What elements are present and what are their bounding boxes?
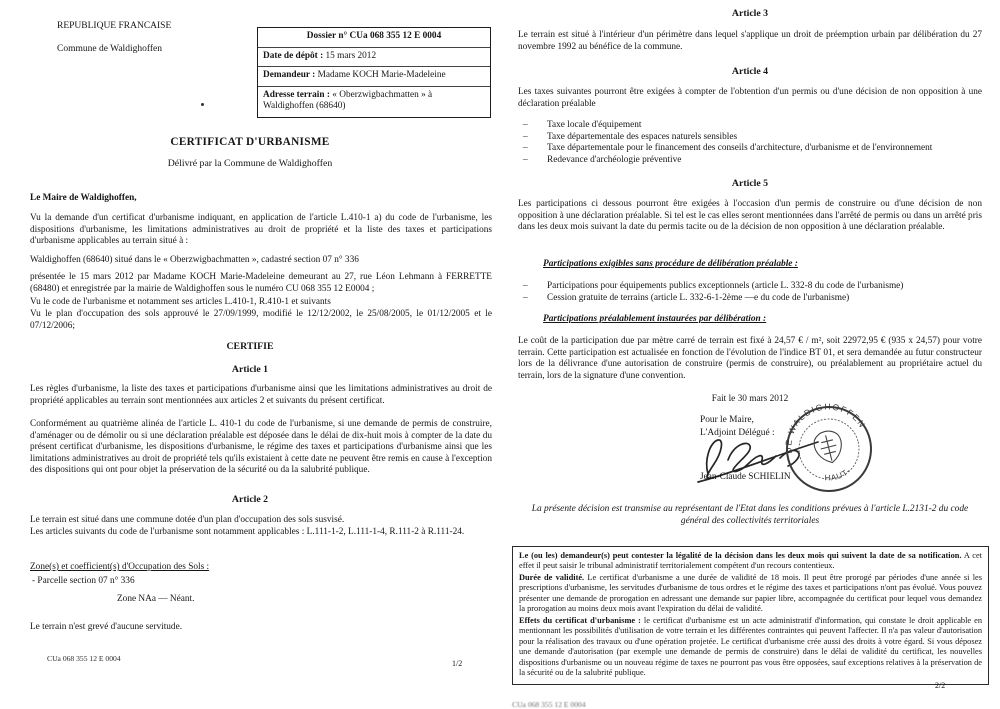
zone-value: Zone NAa — Néant. — [117, 594, 195, 604]
page2-footer-reference: CUa 068 355 12 E 0004 — [512, 700, 586, 709]
demandeur-value: Madame KOCH Marie-Madeleine — [315, 70, 446, 80]
commune-line: Commune de Waldighoffen — [57, 44, 162, 54]
notice-recours-rest: A cet effet il peut saisir le tribunal administratif territorialement compétent d'un recours contentieux. — [519, 551, 982, 571]
article-2-para-2: Les articles suivants du code de l'urbanisme sont notamment applicables : L.111-1-2, L.111-1-4, R.111-2 à R.111-24. — [30, 527, 465, 537]
para-vu-demande: Vu la demande d'un certificat d'urbanisme indiquant, en application de l'article L.410-1 a) du code de l'urbanisme, les dispositions d'urbanisme, les limitations administratives au droit de propriété et la liste des taxes et participations d'urbanisme applicables au terrain situé à : — [30, 213, 492, 247]
article-5-heading: Article 5 — [731, 178, 769, 189]
article-3-para: Le terrain est situé à l'intérieur d'un périmètre dans lequel s'applique un droit de préemption urbain par délibération du 27 novembre 1992 au bénéfice de la commune. — [518, 30, 982, 52]
document-page-2 — [500, 0, 1000, 707]
para-vu-code: Vu le code de l'urbanisme et notamment ses articles L.410-1, R.410-1 et suivants — [30, 297, 331, 307]
para-vu-plan: Vu le plan d'occupation des sols approuvé le 27/09/1999, modifié le 12/12/2002, le 25/08/2005, le 01/12/2005 et le 07/12/2006; — [30, 309, 492, 331]
servitude-note: Le terrain n'est grevé d'aucune servitude. — [30, 622, 183, 632]
participations-exigibles-heading: Participations exigibles sans procédure de délibération préalable : — [543, 259, 798, 269]
svg-text:HAUT- — [822, 465, 854, 485]
list-item-taxe-espaces — [500, 132, 982, 144]
notice-effets-rest: le certificat d'urbanisme est un acte administratif d'information, qui constate le droit applicable en mentionnant les possibilités d'utilisation de votre terrain et les différentes contraintes qui peuvent l'affecter. Il n'a pas valeur d'autorisation pour la réalisation des travaux ou d'une opération projetée. Le certificat d'urbanisme crée aussi des droits à votre égard. Si vous déposez une demande d'autorisation (par exemple une demande de permis de construire) dans le délai de validité du certificat, les nouvelles dispositions d'urbanisme ou un nouveau régime de taxes ne pourront pas vous être opposées, sauf exceptions relatives à la préservation de la sécurité ou de la salubrité publique. — [519, 615, 982, 677]
dossier-number: Dossier n° CUa 068 355 12 E 0004 — [306, 31, 442, 41]
mairie-round-stamp — [783, 403, 875, 495]
list-item-label: Taxe départementale des espaces naturels sensibles — [547, 131, 738, 142]
list-item-taxe-caue — [500, 143, 982, 155]
list-item-participations-equipements — [500, 281, 982, 293]
fait-le-date: Fait le 30 mars 2012 — [711, 394, 789, 404]
article-1-para-2: Conformément au quatrième alinéa de l'article L. 410-1 du code de l'urbanisme, si une demande de permis de construire, d'aménager ou de démolir ou si une déclaration préalable est déposée dans le délai de dix-huit mois à compter de la date du présent certificat d'urbanisme, les dispositions d'urbanisme, le régime des taxes et participations d'urbanisme ainsi que les limitations administratives au droit de propriété tels qu'ils existaient à cette date ne peuvent être remis en cause à l'exception des dispositions qui ont pour objet la préservation de la sécurité ou da la salubrité publique. — [30, 419, 492, 476]
signatory-name: Jean-Claude SCHIELIN — [700, 472, 791, 482]
notice-recours-para — [519, 551, 982, 572]
page1-footer-reference: CUa 068 355 12 E 0004 — [47, 654, 121, 663]
legal-notice-box — [512, 546, 989, 685]
date-depot-value: 15 mars 2012 — [323, 50, 377, 61]
stamp-bottom-text: HAUT- — [824, 465, 853, 483]
taxes-list — [500, 120, 982, 166]
page2-footer-page-number: 2/2 — [935, 681, 946, 690]
dash-bullet: – — [523, 143, 528, 154]
article-4-para: Les taxes suivantes pourront être exigées à compter de l'obtention d'un permis ou d'une décision de non opposition à une déclaration préalable — [518, 87, 982, 109]
article-1-heading: Article 1 — [231, 364, 269, 375]
notice-effets-bold: Effets du certificat d'urbanisme : — [519, 615, 641, 625]
page1-footer-page-number: 1/2 — [452, 659, 463, 668]
document-title: CERTIFICAT D'URBANISME — [170, 136, 330, 148]
transmission-note: La présente décision est transmise au représentant de l'Etat dans les conditions prévues à l'article L.2131-2 du code général des collectivités territoriales — [531, 504, 969, 526]
dash-bullet: – — [523, 154, 528, 165]
dossier-date-row — [258, 47, 490, 67]
certifie-heading: CERTIFIE — [226, 341, 274, 352]
notice-duree-rest: Le certificat d'urbanisme a une durée de validité de 18 mois. Il peut être prorogé par périodes d'une année si les prescriptions d'urbanisme, les servitudes d'urbanisme de tous ordres et le régime des taxes et participations n'ont pas évolué. Vous pouvez présenter une demande de prorogation en adressant une demande sur papier libre, accompagnée du certificat pour lequel vous demandez la prorogation au moins deux mois avant l'expiration du délai de validité. — [519, 572, 982, 614]
participations-exigibles-list — [500, 281, 982, 304]
article-4-heading: Article 4 — [731, 66, 769, 77]
list-item-redevance — [500, 155, 982, 167]
article-5-para: Les participations ci dessous pourront être exigées à l'occasion d'un permis de construire ou d'une décision de non opposition à une déclaration préalable. Si tel est le cas elles seront mentionnées dans l'arrêté de permis ou dans un arrêté pris dans les deux mois suivant la date du permis tacite ou de la décision de non opposition à une déclaration préalable. — [518, 199, 982, 233]
notice-duree-para — [519, 573, 982, 615]
notice-effets-para — [519, 616, 982, 679]
dash-bullet: – — [523, 292, 528, 303]
adjoint-delegue-line: L'Adjoint Délégué : — [700, 428, 775, 438]
notice-duree-bold: Durée de validité. — [519, 572, 585, 582]
date-depot-label: Date de dépôt : — [263, 50, 324, 61]
list-item-cession-gratuite — [500, 293, 982, 305]
list-item-label: Redevance d'archéologie préventive — [547, 154, 682, 165]
dash-bullet: – — [523, 131, 528, 142]
demandeur-label: Demandeur : — [263, 70, 316, 80]
para-presentee: présentée le 15 mars 2012 par Madame KOCH Marie-Madeleine demeurant au 27, rue Léon Lehmann à FERRETTE (68480) et enregistrée par la mairie de Waldighoffen sous le numéro CU 068 355 12 E0004 ; — [30, 272, 492, 294]
notice-recours-bold: Le (ou les) demandeur(s) peut contester la légalité de la décision dans les deux mois qui suivent la date de sa notification. — [519, 551, 962, 560]
article-1-para-1: Les règles d'urbanisme, la liste des taxes et participations d'urbanisme ainsi que les limitations administratives au droit de propriété applicables au terrain sont mentionnées aux articles 2 et suivants du présent certificat. — [30, 384, 492, 406]
article-2-heading: Article 2 — [231, 494, 269, 505]
list-item-label: Participations pour équipements publics exceptionnels (article L. 332-8 du code de l'urbanisme) — [547, 281, 904, 291]
dossier-adresse-row — [258, 86, 490, 117]
dash-bullet: – — [523, 281, 528, 291]
adresse-terrain-value: « Oberzwigbachmatten » à Waldighoffen (68640) — [263, 89, 433, 111]
maire-heading: Le Maire de Waldighoffen, — [30, 193, 137, 203]
zone-heading: Zone(s) et coefficient(s) d'Occupation des Sols : — [30, 562, 210, 572]
republique-francaise-line: REPUBLIQUE FRANCAISE — [57, 21, 172, 31]
article-3-heading: Article 3 — [731, 8, 769, 19]
adresse-terrain-label: Adresse terrain : — [263, 89, 330, 100]
document-page-1 — [0, 0, 500, 707]
dossier-info-box — [257, 27, 491, 118]
article-2-para-1: Le terrain est situé dans une commune dotée d'un plan d'occupation des sols susvisé. — [30, 515, 345, 525]
list-item-taxe-locale — [500, 120, 982, 132]
pour-le-maire-line: Pour le Maire, — [700, 415, 754, 425]
zone-parcelle: - Parcelle section 07 n° 336 — [32, 576, 135, 586]
stamp-arc-text: DE WALDIGHOFFEN — [783, 401, 868, 455]
participations-instaurees-heading: Participations préalablement instaurées par délibération : — [543, 314, 767, 324]
list-item-label: Cession gratuite de terrains (article L. 332-6-1-2ème —e du code de l'urbanisme) — [547, 292, 850, 303]
dash-bullet: – — [523, 120, 528, 130]
participations-instaurees-para: Le coût de la participation due par mètre carré de terrain est fixé à 24,57 € / m², soit 22972,95 € (935 x 24,57) pour votre terrain. Cette participation est actualisée en fonction de l'évolution de l'indice BT 01, et sera demandée au futur constructeur lors de la délivrance d'une autorisation de construire (permis de construire), ou préalablement au propriétaire actuel du terrain, lors de la signature d'une convention. — [518, 336, 982, 381]
scan-artifact-dot — [201, 103, 204, 106]
list-item-label: Taxe locale d'équipement — [547, 120, 642, 130]
dossier-demandeur-row — [258, 66, 490, 86]
para-terrain: Waldighoffen (68640) situé dans le « Oberzwigbachmatten », cadastré section 07 n° 336 — [30, 255, 359, 265]
document-subtitle: Délivré par la Commune de Waldighoffen — [167, 158, 333, 169]
list-item-label: Taxe départementale pour le financement des conseils d'architecture, d'urbanisme et de l'environnement — [547, 143, 933, 154]
